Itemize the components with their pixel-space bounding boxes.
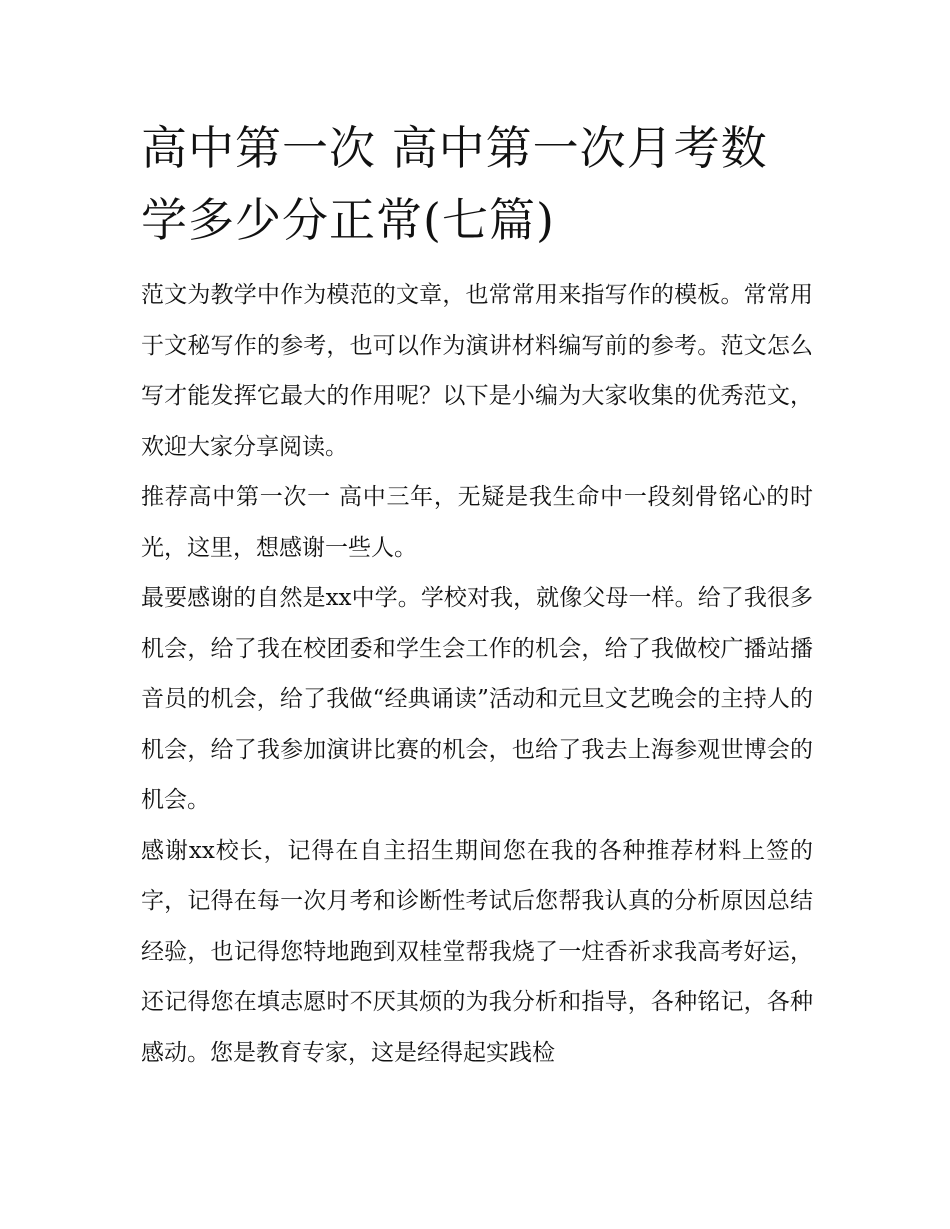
document-body (141, 270, 813, 1078)
paragraph-thanks-school: 最要感谢的自然是xx中学。学校对我，就像父母一样。给了我很多机会，给了我在校团委和学生会工作的机会，给了我做校广播站播音员的机会，给了我做“经典诵读”活动和元旦文艺晚会的主持人的机会，给了我参加演讲比赛的机会，也给了我去上海参观世博会的机会。 (141, 585, 813, 813)
paragraph-recommend: 推荐高中第一次一 高中三年，无疑是我生命中一段刻骨铭心的时光，这里，想感谢一些人。 (141, 484, 813, 561)
document-content (141, 112, 813, 1078)
paragraph-thanks-principal: 感谢xx校长，记得在自主招生期间您在我的各种推荐材料上签的字，记得在每一次月考和诊断性考试后您帮我认真的分析原因总结经验，也记得您特地跑到双桂堂帮我烧了一炷香祈求我高考好运，还记得您在填志愿时不厌其烦的为我分析和指导，各种铭记，各种感动。您是教育专家，这是经得起实践检 (141, 837, 813, 1066)
document-title: 高中第一次 高中第一次月考数学多少分正常(七篇) (141, 121, 768, 247)
paragraph-intro: 范文为教学中作为模范的文章，也常常用来指写作的模板。常常用于文秘写作的参考，也可以作为演讲材料编写前的参考。范文怎么写才能发挥它最大的作用呢？以下是小编为大家收集的优秀范文，欢迎大家分享阅读。 (141, 282, 813, 460)
